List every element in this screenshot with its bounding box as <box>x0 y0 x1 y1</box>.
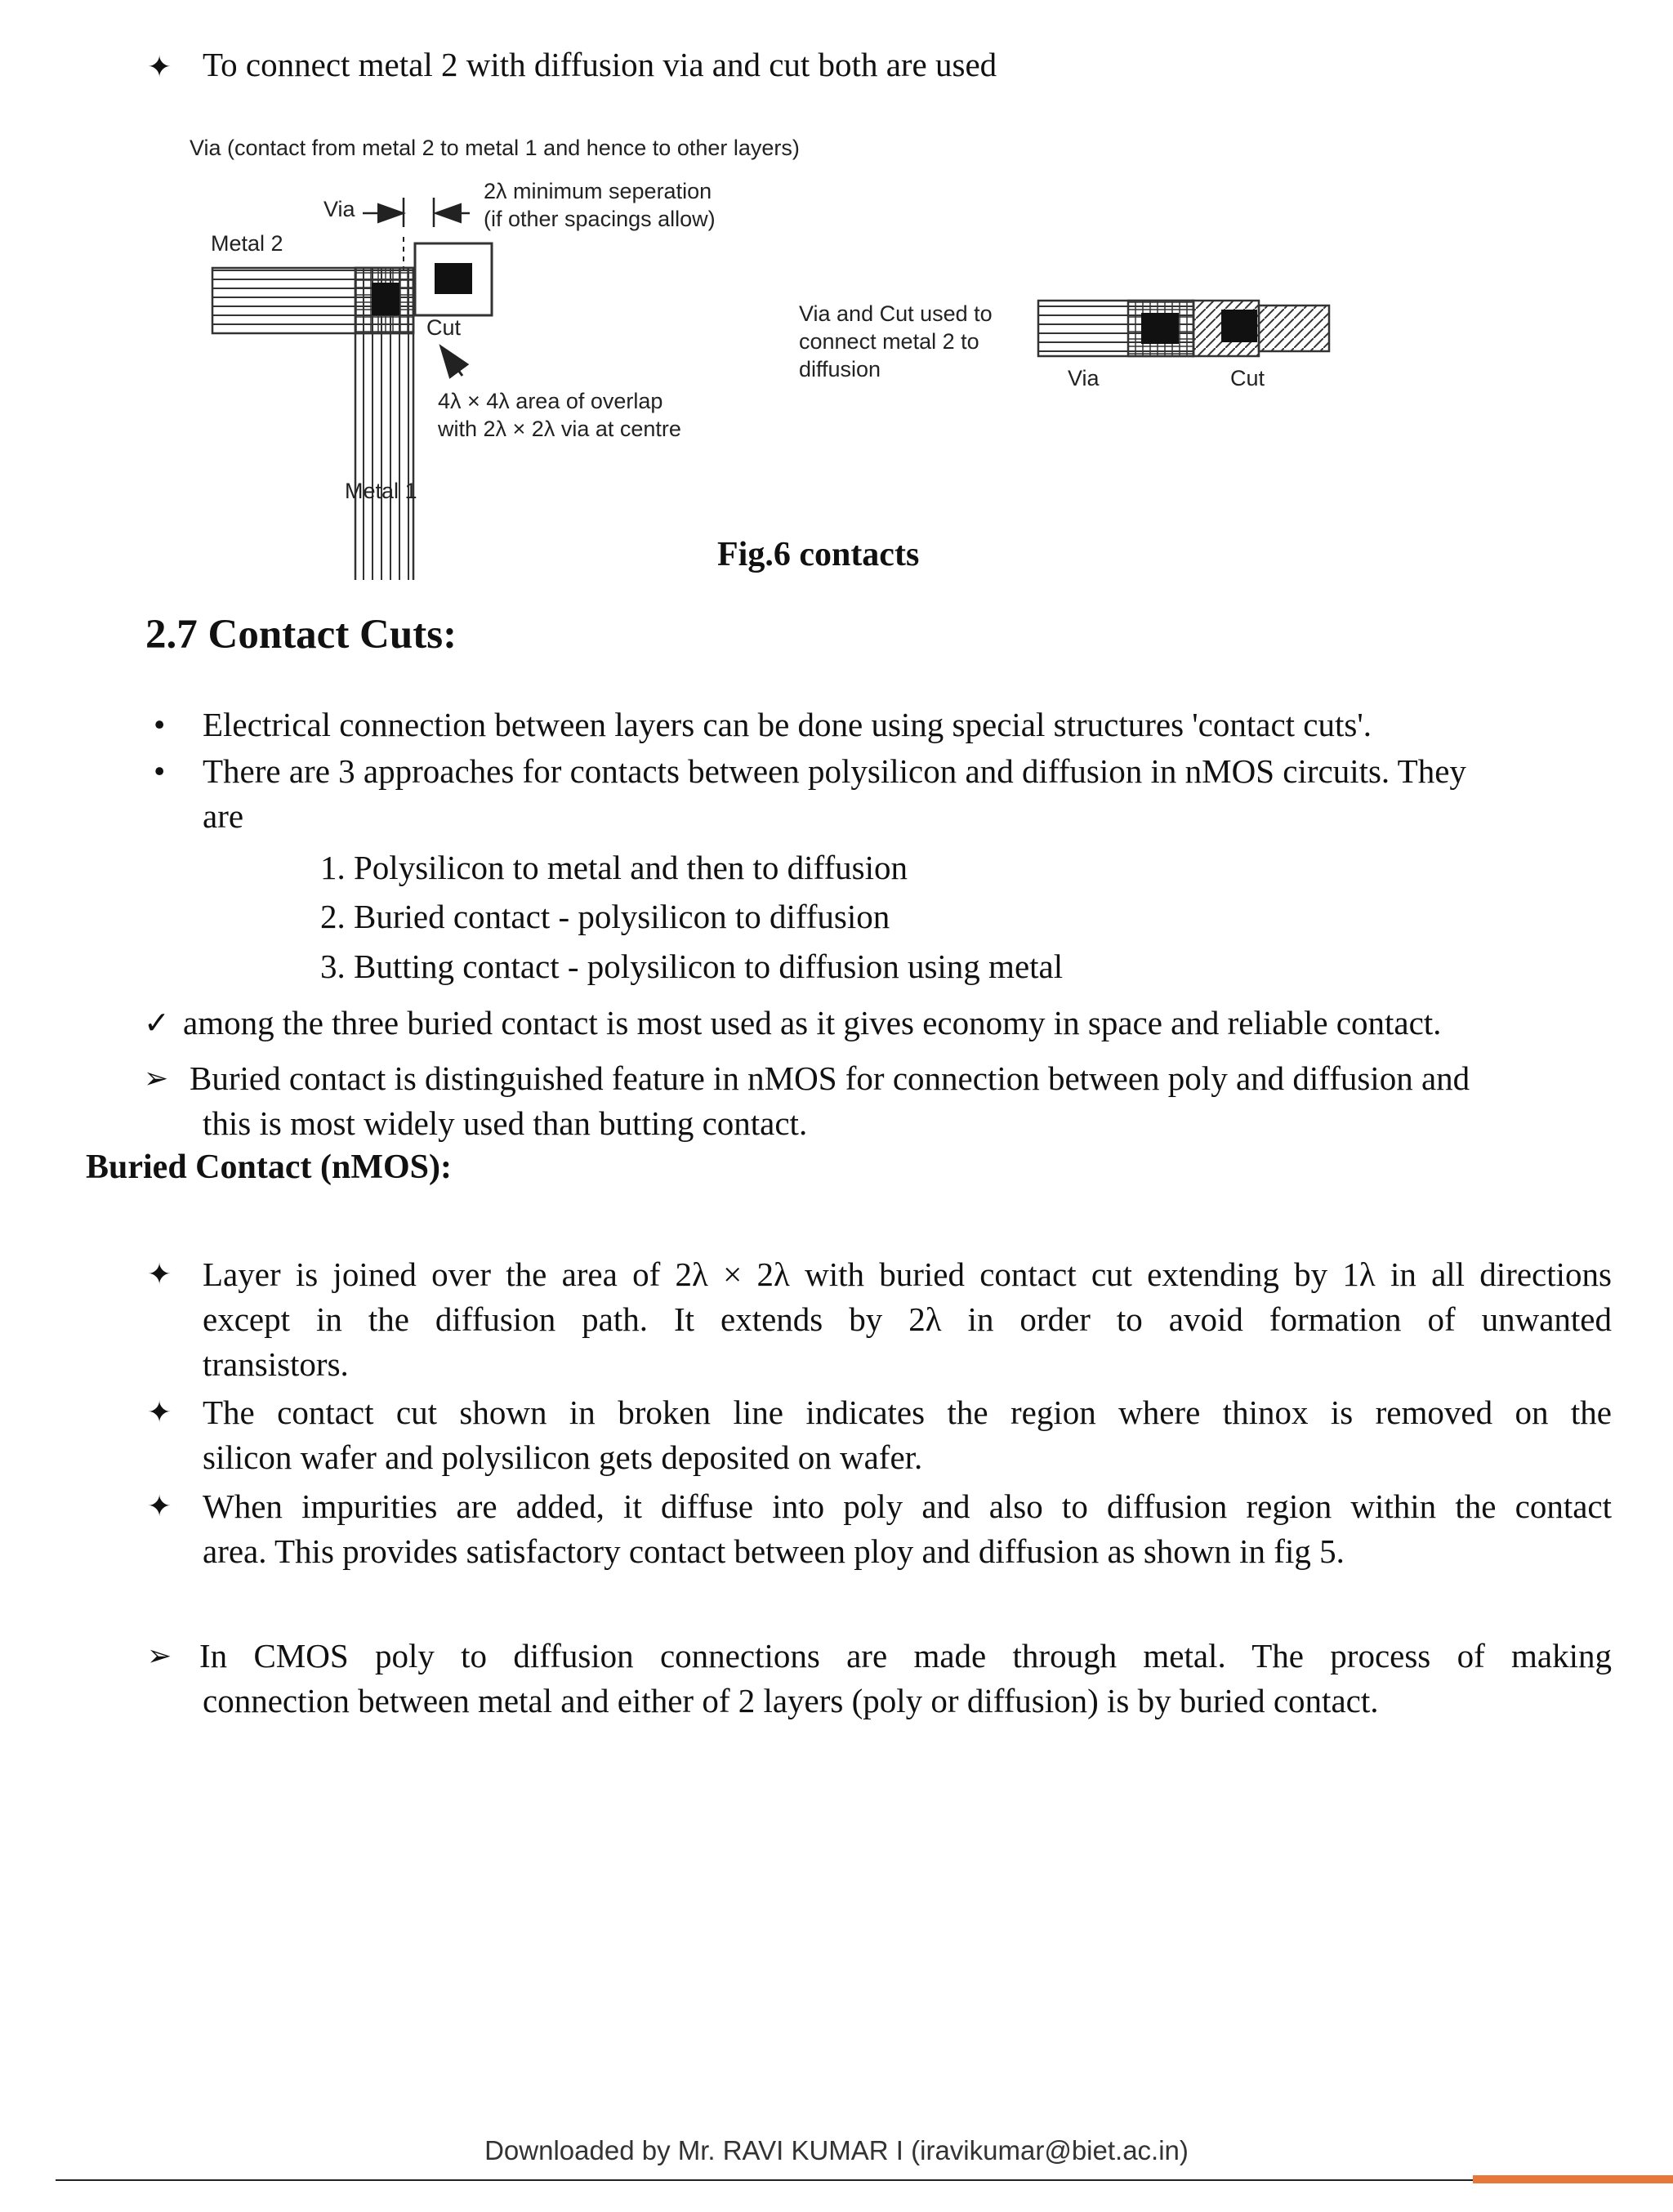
arrow-text-line2: this is most widely used than butting contact. <box>203 1104 808 1142</box>
via-label: Via <box>323 197 355 221</box>
metal1-label: Metal 1 <box>345 479 417 503</box>
right-desc-1: Via and Cut used to <box>799 301 993 326</box>
metal2-label: Metal 2 <box>211 231 283 256</box>
right-via-square <box>1141 313 1179 344</box>
star-bullet-icon: ✦ <box>147 1490 172 1523</box>
contacts-figure <box>0 123 1673 580</box>
right-cut-label: Cut <box>1230 366 1265 390</box>
footer-divider <box>56 2179 1673 2181</box>
buried-item-2-line2: silicon wafer and polysilicon gets deposited on wafer. <box>203 1438 923 1476</box>
bullet-dot-icon: • <box>154 752 166 790</box>
separation-label-2: (if other spacings allow) <box>484 207 716 231</box>
buried-item-3-line2: area. This provides satisfactory contact between ploy and diffusion as shown in fig 5. <box>203 1532 1345 1570</box>
star-bullet-icon: ✦ <box>147 51 172 84</box>
bullet-text-2-line1: There are 3 approaches for contacts between polysilicon and diffusion in nMOS circuits. They <box>203 752 1466 790</box>
cut-square <box>435 263 472 294</box>
bullet-dot-icon: • <box>154 706 166 743</box>
right-via-label: Via <box>1068 366 1100 390</box>
buried-heading: Buried Contact (nMOS): <box>86 1148 452 1186</box>
buried-item-1-line3: transistors. <box>203 1345 349 1383</box>
separation-label-1: 2λ minimum seperation <box>484 179 712 203</box>
check-text: among the three buried contact is most used as it gives economy in space and reliable contact. <box>183 1004 1442 1041</box>
buried-item-3-line1: When impurities are added, it diffuse into poly and also to diffusion region within the contact <box>203 1487 1612 1525</box>
cmos-text-line1: In CMOS poly to diffusion connections are made through metal. The process of making <box>199 1637 1612 1675</box>
diffusion-layer <box>1259 305 1329 351</box>
cut-pointer-arrow <box>442 348 462 376</box>
figure-left-title: Via (contact from metal 2 to metal 1 and hence to other layers) <box>190 136 800 160</box>
footer-accent-bar <box>1473 2175 1673 2183</box>
overlap-label-2: with 2λ × 2λ via at centre <box>438 417 681 441</box>
right-cut-square <box>1221 310 1257 342</box>
arrow-text-line1: Buried contact is distinguished feature in nMOS for connection between poly and diffusion and <box>190 1059 1470 1097</box>
buried-item-2-line1: The contact cut shown in broken line indicates the region where thinox is removed on the <box>203 1394 1612 1431</box>
figure-caption: Fig.6 contacts <box>717 536 920 573</box>
buried-item-1-line1: Layer is joined over the area of 2λ × 2λ with buried contact cut extending by 1λ in all directions <box>203 1255 1612 1293</box>
buried-item-1-line2: except in the diffusion path. It extends by 2λ in order to avoid formation of unwanted <box>203 1300 1612 1338</box>
numbered-item-2: 2. Buried contact - polysilicon to diffusion <box>320 898 890 935</box>
star-bullet-icon: ✦ <box>147 1396 172 1429</box>
download-footer: Downloaded by Mr. RAVI KUMAR I (iravikumar@biet.ac.in) <box>484 2135 1189 2165</box>
numbered-item-3: 3. Butting contact - polysilicon to diffusion using metal <box>320 948 1064 985</box>
bullet-text-1: Electrical connection between layers can be done using special structures 'contact cuts'. <box>203 706 1372 743</box>
star-bullet-icon: ✦ <box>147 1258 172 1291</box>
cmos-text-line2: connection between metal and either of 2 layers (poly or diffusion) is by buried contact. <box>203 1682 1379 1719</box>
overlap-label-1: 4λ × 4λ area of overlap <box>438 389 663 413</box>
numbered-item-1: 1. Polysilicon to metal and then to diffusion <box>320 849 908 886</box>
via-square <box>372 283 399 315</box>
checkmark-icon: ✓ <box>144 1005 170 1041</box>
bullet-text-2-line2: are <box>203 797 244 835</box>
intro-text: To connect metal 2 with diffusion via and cut both are used <box>203 46 997 83</box>
arrow-bullet-icon: ➢ <box>144 1062 169 1095</box>
right-desc-3: diffusion <box>799 357 881 381</box>
right-desc-2: connect metal 2 to <box>799 329 979 354</box>
cut-label: Cut <box>426 315 462 340</box>
section-heading: 2.7 Contact Cuts: <box>145 612 457 658</box>
arrow-bullet-icon: ➢ <box>147 1639 172 1673</box>
